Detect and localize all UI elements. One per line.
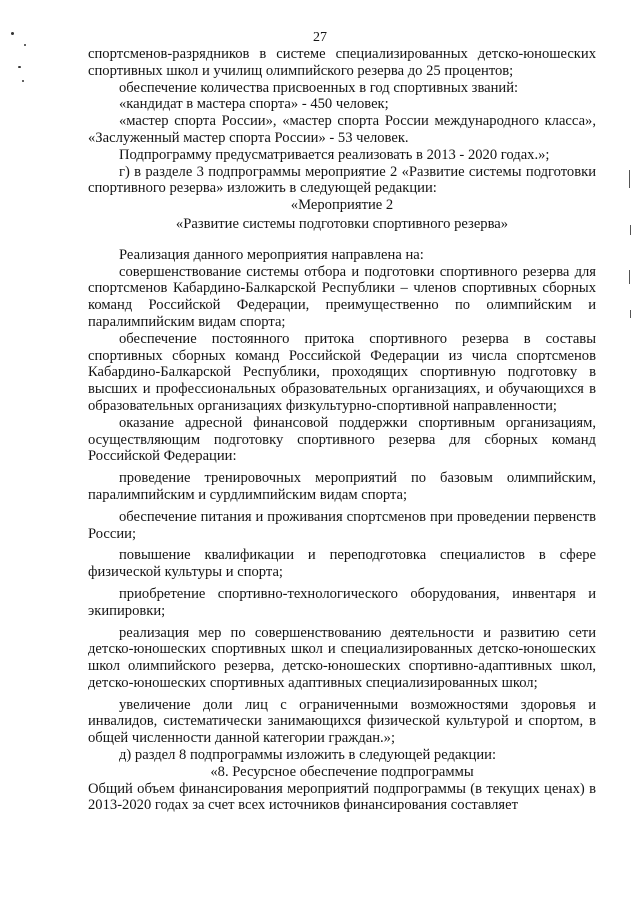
paragraph: обеспечение питания и проживания спортсменов при проведении первенств России; [88, 508, 596, 542]
paragraph: совершенствование системы отбора и подготовки спортивного резерва для спортсменов Кабардино-Балкарской Республики – членов спортивных сборных команд Российской Федерации, преимущественно по олимпийским и паралимпийским видам спорта; [88, 263, 596, 330]
scan-speck [18, 66, 21, 68]
page-number: 27 [313, 30, 327, 45]
section-subheading: «Развитие системы подготовки спортивного резерва» [175, 215, 509, 232]
scan-edge-mark [629, 270, 630, 284]
paragraph: приобретение спортивно-технологического оборудования, инвентаря и экипировки; [88, 585, 596, 619]
document-body [88, 46, 596, 814]
paragraph: оказание адресной финансовой поддержки спортивным организациям, осуществляющим подготовку спортивного резерва для сборных команд Российской Федерации: [88, 414, 596, 465]
paragraph: д) раздел 8 подпрограммы изложить в следующей редакции: [119, 747, 496, 764]
paragraph: Реализация данного мероприятия направлена на: [119, 246, 424, 263]
paragraph: проведение тренировочных мероприятий по базовым олимпийским, паралимпийским и сурдлимпийским видам спорта; [88, 470, 596, 503]
paragraph: Общий объем финансирования мероприятий подпрограммы (в текущих ценах) в 2013-2020 годах за счет всех источников финансирования составляет [88, 780, 596, 814]
section-heading: «Мероприятие 2 [290, 197, 394, 214]
section-heading: «8. Ресурсное обеспечение подпрограммы [210, 763, 474, 780]
paragraph: обеспечение постоянного притока спортивного резерва в составы спортивных сборных команд Российской Федерации из числа спортсменов Кабардино-Балкарской Республики, проходящих спортивную подготовку в высших и профессиональных образовательных организациях, и обучающихся в образовательных организациях физкультурно-спортивной направленности; [88, 330, 596, 414]
paragraph: увеличение доли лиц с ограниченными возможностями здоровья и инвалидов, систематически занимающихся физической культурой и спортом, в общей численности данной категории граждан.»; [88, 696, 596, 747]
scan-edge-mark [630, 225, 631, 235]
paragraph: реализация мер по совершенствованию деятельности и развитию сети детско-юношеских спортивных школ и специализированных детско-юношеских школ олимпийского резерва, детско-юношеских спортивно-адаптивных школ, детско-юношеских спортивных адаптивных специализированных школ; [88, 624, 596, 691]
paragraph: г) в разделе 3 подпрограммы мероприятие 2 «Развитие системы подготовки спортивного резерва» изложить в следующей редакции: [88, 163, 596, 197]
paragraph: «кандидат в мастера спорта» - 450 человек; [119, 96, 389, 113]
paragraph: спортсменов-разрядников в системе специализированных детско-юношеских спортивных школ и училищ олимпийского резерва до 25 процентов; [88, 46, 596, 79]
scan-speck [22, 80, 24, 82]
scan-edge-mark [629, 170, 630, 188]
paragraph: «мастер спорта России», «мастер спорта России международного класса», «Заслуженный мастер спорта России» - 53 человек. [88, 113, 596, 146]
paragraph: повышение квалификации и переподготовка специалистов в сфере физической культуры и спорта; [88, 547, 596, 581]
paragraph: обеспечение количества присвоенных в год спортивных званий: [119, 79, 519, 96]
scan-edge-mark [630, 310, 631, 318]
paragraph: Подпрограмму предусматривается реализовать в 2013 - 2020 годах.»; [119, 146, 550, 163]
